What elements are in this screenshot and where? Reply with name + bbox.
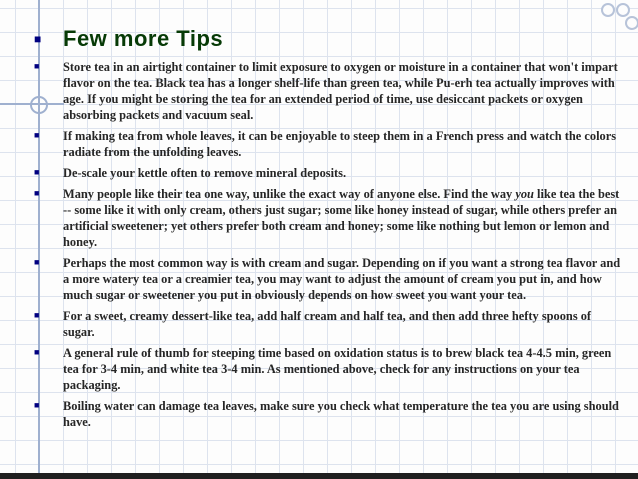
slide-content [32, 22, 622, 435]
tip-item [32, 165, 622, 181]
tip-text-part: Many people like their tea one way, unlike the exact way of anyone else. Find the way [63, 187, 516, 201]
bottom-bar [0, 473, 638, 479]
tip-item [32, 308, 622, 340]
square-bullet-icon: ■ [34, 257, 40, 267]
tip-text-part: like tea the best -- some like it with only cream, others just sugar; some like honey instead of sugar, while others prefer an artificial sweetener; yet others prefer both cream and honey; some like nothing but lemon or lemon and honey. [63, 187, 620, 249]
tip-item [32, 186, 622, 250]
binder-hole-icon [601, 3, 615, 17]
square-bullet-icon: ■ [34, 31, 42, 46]
tip-item [32, 128, 622, 160]
square-bullet-icon: ■ [34, 167, 40, 177]
tip-text: Store tea in an airtight container to limit exposure to oxygen or moisture in a container that won't impart flavor on the tea. Black tea has a longer shelf-life than green tea, while Pu-erh tea actually improves with age. If you might be storing the tea for an extended period of time, use desiccant packets or oxygen absorbing packets and vacuum seal. [63, 60, 618, 122]
slide-heading [32, 22, 622, 56]
tip-text: Perhaps the most common way is with cream and sugar. Depending on if you want a strong tea flavor and a more watery tea or a creamier tea, you may want to adjust the amount of cream you put in, and how much sugar or sweetener you put in obviously depends on how sweet you want your tea. [63, 256, 621, 302]
tip-text: De-scale your kettle often to remove mineral deposits. [63, 166, 347, 180]
square-bullet-icon: ■ [34, 130, 40, 140]
tip-item [32, 398, 622, 430]
square-bullet-icon: ■ [34, 400, 40, 410]
tip-text [63, 186, 622, 250]
square-bullet-icon: ■ [34, 188, 40, 198]
square-bullet-icon: ■ [34, 310, 40, 320]
binder-hole-icon [625, 16, 638, 30]
tip-text: For a sweet, creamy dessert-like tea, add half cream and half tea, and then add three hefty spoons of sugar. [63, 309, 592, 339]
tip-text: A general rule of thumb for steeping time based on oxidation status is to brew black tea 4-4.5 min, green tea for 3-4 min, and white tea 3-4 min. As mentioned above, check for any instructions on your tea packaging. [63, 346, 612, 392]
slide-title: Few more Tips [63, 26, 224, 51]
tip-item [32, 255, 622, 303]
tip-text: If making tea from whole leaves, it can be enjoyable to steep them in a French press and watch the colors radiate from the unfolding leaves. [63, 129, 617, 159]
square-bullet-icon: ■ [34, 347, 40, 357]
square-bullet-icon: ■ [34, 61, 40, 71]
tip-item [32, 59, 622, 123]
tip-text: Boiling water can damage tea leaves, make sure you check what temperature the tea you are using should have. [63, 399, 619, 429]
tip-emphasis: you [515, 187, 534, 201]
tip-item [32, 345, 622, 393]
binder-hole-icon [616, 3, 630, 17]
